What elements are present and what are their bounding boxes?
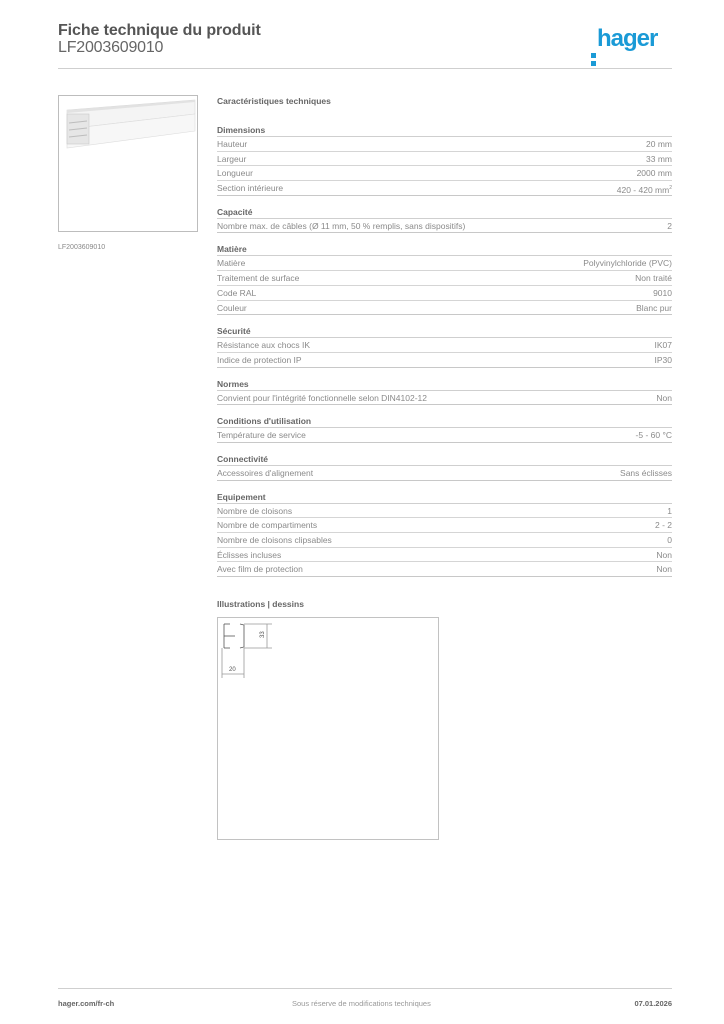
spec-value-superscript: 2	[669, 185, 672, 192]
footer-divider	[58, 988, 672, 989]
spec-value: Polyvinylchloride (PVC)	[583, 258, 672, 269]
footer-website: hager.com/fr-ch	[58, 999, 115, 1008]
product-image-caption: LF2003609010	[58, 244, 106, 251]
spec-value: 420 - 420 mm	[616, 184, 670, 195]
spec-row	[217, 181, 672, 196]
specs-heading: Caractéristiques techniques	[217, 96, 331, 106]
spec-value: Non traité	[635, 273, 672, 284]
spec-group	[217, 124, 672, 196]
spec-label: Accessoires d'alignement	[217, 467, 314, 478]
spec-label: Longueur	[217, 168, 253, 179]
spec-row	[217, 301, 672, 316]
spec-group	[217, 415, 672, 443]
spec-label: Éclisses incluses	[217, 549, 282, 560]
spec-value-wrap	[635, 271, 672, 285]
spec-label: Nombre de cloisons	[217, 505, 293, 516]
spec-row	[217, 548, 672, 563]
product-image	[58, 95, 198, 232]
spec-row	[217, 518, 672, 533]
spec-value-wrap	[667, 533, 672, 547]
spec-row	[217, 166, 672, 181]
spec-value: IP30	[654, 354, 672, 365]
spec-value: 1	[667, 505, 672, 516]
spec-value-wrap	[655, 353, 673, 367]
spec-label: Nombre de compartiments	[217, 520, 318, 531]
spec-value: 2000 mm	[636, 168, 672, 179]
document-title: Fiche technique du produit	[58, 22, 261, 39]
spec-value-wrap	[656, 391, 672, 405]
logo-text: hager	[597, 25, 658, 52]
spec-groups	[217, 124, 672, 577]
spec-value: 2	[667, 220, 672, 231]
spec-group-title: Dimensions	[217, 124, 672, 137]
footer-disclaimer: Sous réserve de modifications techniques	[292, 999, 431, 1008]
spec-value-wrap	[583, 256, 672, 270]
spec-row	[217, 338, 672, 353]
spec-row	[217, 504, 672, 519]
spec-value-wrap	[620, 466, 672, 480]
spec-label: Hauteur	[217, 139, 248, 149]
spec-row	[217, 428, 672, 443]
spec-label: Indice de protection IP	[217, 354, 302, 365]
spec-label: Traitement de surface	[217, 273, 300, 284]
spec-label: Largeur	[217, 153, 247, 164]
spec-row	[217, 533, 672, 548]
spec-row	[217, 353, 672, 368]
technical-specifications	[217, 96, 672, 587]
spec-value: 9010	[653, 287, 672, 298]
spec-value-wrap	[667, 219, 672, 233]
spec-group-title: Equipement	[217, 491, 672, 504]
spec-label: Nombre de cloisons clipsables	[217, 535, 332, 545]
spec-value: IK07	[654, 340, 672, 351]
spec-label: Température de service	[217, 430, 306, 441]
illustrations-box	[217, 617, 439, 840]
spec-value-wrap	[656, 548, 672, 562]
spec-label: Section intérieure	[217, 183, 284, 194]
hager-logo	[591, 27, 657, 51]
spec-group-title: Sécurité	[217, 325, 672, 338]
spec-value: -5 - 60 °C	[635, 430, 672, 441]
spec-group-title: Connectivité	[217, 453, 672, 466]
spec-row	[217, 256, 672, 271]
cable-trunking-illustration	[59, 96, 197, 231]
spec-value: Non	[656, 392, 672, 403]
spec-row	[217, 286, 672, 301]
spec-row	[217, 391, 672, 406]
product-reference: LF2003609010	[58, 39, 164, 56]
spec-value-wrap	[667, 504, 672, 518]
spec-row	[217, 137, 672, 152]
spec-value-wrap	[636, 428, 672, 442]
spec-value: Blanc pur	[636, 302, 672, 313]
spec-label: Nombre max. de câbles (Ø 11 mm, 50 % remplis, sans dispositifs)	[217, 220, 466, 231]
spec-row	[217, 219, 672, 234]
spec-value-wrap	[636, 301, 672, 315]
spec-value-wrap	[656, 562, 672, 576]
spec-label: Résistance aux chocs IK	[217, 340, 311, 351]
width-dimension-label: 20	[229, 667, 236, 673]
spec-value: Non	[656, 564, 672, 575]
spec-group-title: Normes	[217, 378, 672, 391]
spec-value-wrap	[653, 286, 672, 300]
spec-group	[217, 453, 672, 481]
spec-value-wrap	[655, 338, 673, 352]
header-divider	[58, 68, 672, 69]
spec-row	[217, 271, 672, 286]
spec-value-wrap	[646, 152, 672, 166]
spec-value-wrap	[646, 137, 672, 151]
height-dimension-label: 33	[260, 631, 266, 638]
spec-group-title: Matière	[217, 243, 672, 256]
spec-group	[217, 325, 672, 367]
spec-group	[217, 378, 672, 406]
spec-value: 33 mm	[646, 153, 672, 164]
spec-row	[217, 562, 672, 577]
spec-row	[217, 152, 672, 167]
spec-label: Code RAL	[217, 287, 257, 298]
spec-value-wrap	[655, 518, 672, 532]
spec-value: Non	[656, 549, 672, 560]
cross-section-drawing	[218, 618, 278, 688]
spec-value-wrap	[637, 166, 672, 180]
spec-label: Couleur	[217, 302, 247, 313]
spec-group-title: Conditions d'utilisation	[217, 415, 672, 428]
spec-value-wrap	[617, 181, 672, 195]
spec-row	[217, 466, 672, 481]
spec-group	[217, 206, 672, 234]
spec-group	[217, 243, 672, 315]
spec-group-title: Capacité	[217, 206, 672, 219]
spec-value: Sans éclisses	[620, 467, 672, 478]
spec-label: Matière	[217, 258, 246, 269]
spec-group	[217, 491, 672, 577]
spec-label: Convient pour l'intégrité fonctionnelle selon DIN4102-12	[217, 392, 428, 403]
illustrations-heading: Illustrations | dessins	[217, 599, 304, 609]
spec-label: Avec film de protection	[217, 564, 303, 575]
spec-value: 2 - 2	[654, 520, 672, 531]
spec-value: 20 mm	[646, 139, 672, 149]
footer-date: 07.01.2026	[634, 999, 672, 1008]
spec-value: 0	[667, 535, 672, 545]
